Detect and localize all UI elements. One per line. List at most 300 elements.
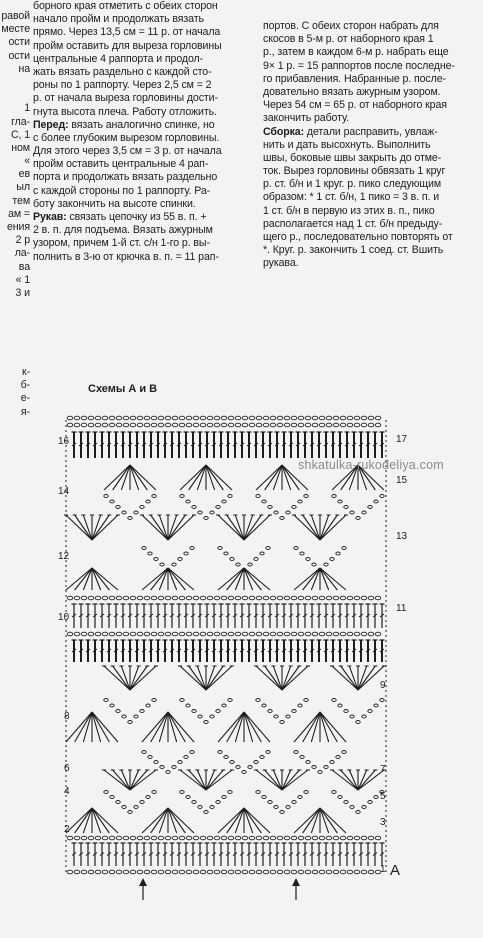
chain-stitch [172,836,178,840]
fan-stitch [303,808,320,833]
chain-stitch [342,751,346,754]
chain-stitch [190,547,194,550]
chain-stitch [291,596,297,600]
chain-stitch [158,836,164,840]
chain-stitch [256,423,262,427]
chain-stitch [207,870,213,874]
text-line: 2 в. п. для подъема. Вязать ажурным [33,224,213,237]
chain-stitch [160,766,164,769]
chain-stitch [319,632,325,636]
chain-stitch [88,423,94,427]
chain-stitch [270,870,276,874]
chain-stitch [330,761,334,764]
text-line: с более глубоким вырезом горловины. [33,131,220,144]
chain-stitch [248,766,252,769]
chain-stitch [179,423,185,427]
chain-stitch [110,704,114,707]
chain-stitch [333,416,339,420]
chain-stitch [277,596,283,600]
chain-stitch [180,791,184,794]
fan-stitch [168,808,185,833]
chain-stitch [102,596,108,600]
chain-stitch [375,416,381,420]
chain-stitch [123,423,129,427]
chain-stitch [186,632,192,636]
left-fragment-line: к- [22,366,30,379]
chain-stitch [284,836,290,840]
text-line: 1 ст. б/н в первую из этих в. п., пико [263,204,435,217]
text-line: начало пройм и продолжать вязать [33,13,204,26]
text-line: прямо. Через 13,5 см = 11 р. от начала [33,26,221,39]
chain-stitch [306,761,310,764]
chain-stitch [123,836,129,840]
chain-stitch [361,596,367,600]
text-line: 9× 1 р. = 15 раппортов после последне- [263,59,455,72]
text-line: Через 54 см = 65 р. от наборного края [263,99,447,112]
chain-stitch [260,756,264,759]
chain-stitch [304,495,308,498]
chain-stitch [172,766,176,769]
row-number: 9 [380,680,386,691]
chain-stitch [242,870,248,874]
chain-stitch [340,423,346,427]
chain-stitch [178,761,182,764]
chain-stitch [312,836,318,840]
chain-stitch [122,715,126,718]
chain-stitch [304,791,308,794]
chain-stitch [204,721,208,724]
chain-stitch [263,596,269,600]
chain-stitch [291,632,297,636]
chain-stitch [74,836,80,840]
chain-stitch [158,596,164,600]
chain-stitch [200,632,206,636]
fan-stitch [303,712,320,742]
left-fragment-line: тем [12,194,30,207]
chain-stitch [375,596,381,600]
left-fragment-line: ения [7,221,30,233]
chain-stitch [128,721,132,724]
chain-stitch [305,870,311,874]
chain-stitch [109,423,115,427]
chain-stitch [88,416,94,420]
chain-stitch [236,766,240,769]
fan-stitch [206,465,223,490]
chain-stitch [137,416,143,420]
chain-stitch [354,423,360,427]
chain-stitch [340,416,346,420]
chain-stitch [270,416,276,420]
chain-stitch [270,632,276,636]
chain-stitch [256,632,262,636]
watermark: shkatulka-rukodeliya.com [298,458,444,472]
chain-stitch [151,836,157,840]
chain-stitch [152,495,156,498]
chain-stitch [298,632,304,636]
chain-stitch [144,423,150,427]
chain-stitch [263,632,269,636]
left-fragment-line: ном [11,141,30,154]
chain-stitch [249,836,255,840]
chain-stitch [146,704,150,707]
chain-stitch [137,870,143,874]
fan-stitch [130,465,147,490]
chain-stitch [249,423,255,427]
left-fragment-line: ла- [14,247,30,260]
left-fragment-line: ыл [16,181,30,194]
fan-stitch [227,808,244,833]
section-heading: Рукав: [33,211,67,223]
chain-stitch [354,596,360,600]
chain-stitch [292,801,296,804]
fan-stitch [244,515,261,540]
chain-stitch [249,632,255,636]
chain-stitch [193,836,199,840]
chain-stitch [236,563,240,566]
chain-stitch [280,721,284,724]
chain-stitch [291,836,297,840]
chain-stitch [214,632,220,636]
chain-stitch [368,506,372,509]
left-fragment-line: ости [8,49,30,62]
text-line: порта и продолжать вязать раздельно [33,171,218,184]
fan-stitch [227,515,244,540]
chain-stitch [256,596,262,600]
fan-stitch [244,808,261,833]
chain-stitch [228,416,234,420]
chain-stitch [122,806,126,809]
chain-stitch [116,836,122,840]
chain-stitch [230,761,234,764]
text-line: детали расправить, увлаж- [304,125,438,138]
chain-stitch [67,596,73,600]
chain-stitch [116,423,122,427]
chain-stitch [224,552,228,555]
text-line: связать цепочку из 55 в. п. + [66,211,207,223]
chain-stitch [340,596,346,600]
chain-stitch [228,870,234,874]
chain-stitch [356,517,360,520]
text-line: пройм оставить центральные 4 рап- [33,158,209,171]
chain-stitch [109,632,115,636]
chain-stitch [193,632,199,636]
fan-stitch [206,666,223,690]
chain-stitch [116,801,120,804]
chain-stitch [221,416,227,420]
chain-stitch [277,632,283,636]
chain-stitch [179,836,185,840]
text-line: узором, причем 1-й ст. с/н 1-го р. вы- [33,237,210,250]
fan-stitch [92,808,109,833]
chain-stitch [286,511,290,514]
chain-stitch [375,423,381,427]
fan-stitch [151,712,168,742]
fan-stitch [265,770,282,790]
chain-stitch [235,632,241,636]
text-line: вязать аналогично спинке, но [68,118,215,131]
chain-stitch [186,796,190,799]
left-fragment-line: 2 р [15,234,30,247]
fan-stitch [92,568,109,590]
chain-stitch [354,632,360,636]
left-fragment-line: б- [20,379,30,392]
chain-stitch [180,699,184,702]
chain-stitch [67,416,73,420]
fan-stitch [130,770,147,790]
chain-stitch [368,596,374,600]
chain-stitch [179,870,185,874]
chain-stitch [256,416,262,420]
chain-stitch [242,632,248,636]
fan-stitch [75,808,92,833]
chain-stitch [362,511,366,514]
chain-stitch [193,596,199,600]
chain-stitch [263,416,269,420]
left-fragment-line: на [18,62,30,75]
chain-stitch [305,632,311,636]
chain-stitch [228,791,232,794]
fan-stitch [130,666,147,690]
fan-stitch [75,568,92,590]
chain-stitch [268,710,272,713]
chain-stitch [338,704,342,707]
chain-stitch [368,710,372,713]
chain-stitch [222,704,226,707]
chain-stitch [354,836,360,840]
chain-stitch [88,632,94,636]
chain-stitch [324,766,328,769]
row-number: 13 [396,531,408,542]
chain-stitch [228,423,234,427]
chain-stitch [249,416,255,420]
chain-stitch [172,416,178,420]
row-number: 6 [64,763,70,774]
row-number: 2 [64,824,70,835]
fan-stitch [320,515,337,540]
chain-stitch [158,423,164,427]
text-line: ток. Вырез горловины обвязать 1 круг [263,165,446,178]
chain-stitch [362,806,366,809]
text-line: образом: * 1 ст. б/н, 1 пико = 3 в. п. и [263,191,440,204]
fan-stitch [189,465,206,490]
chain-stitch [204,811,208,814]
chain-stitch [216,801,220,804]
chain-stitch [204,517,208,520]
left-fragment-line: ев [18,168,30,181]
chain-stitch [319,416,325,420]
chain-stitch [193,423,199,427]
chain-stitch [148,756,152,759]
rapport-arrow-head [292,878,300,886]
left-fragment-line: месте [1,23,30,36]
fan-stitch [92,712,109,742]
chain-stitch [210,715,214,718]
chain-stitch [326,632,332,636]
chain-stitch [74,632,80,636]
chain-stitch [256,495,260,498]
chain-stitch [210,806,214,809]
chain-stitch [102,423,108,427]
fan-stitch [282,666,299,690]
chain-stitch [277,836,283,840]
text-line: полнить в 3-ю от крючка в. п. = 11 рап- [33,250,219,263]
chain-stitch [116,632,122,636]
chain-stitch [330,558,334,561]
chain-stitch [228,836,234,840]
text-line: закончить работу. [263,112,349,125]
fan-stitch [303,568,320,590]
chain-stitch [81,632,87,636]
chain-stitch [207,423,213,427]
row-number: 16 [58,436,70,447]
fan-stitch [303,515,320,540]
section-heading: Перед: [33,118,69,131]
fan-stitch [282,465,299,490]
fan-stitch [265,465,282,490]
chain-stitch [228,632,234,636]
chain-stitch [284,423,290,427]
text-line: располагается над 1 ст. б/н предыду- [263,217,443,230]
chain-stitch [228,495,232,498]
chain-stitch [333,596,339,600]
chain-stitch [134,715,138,718]
chain-stitch [110,796,114,799]
chain-stitch [160,563,164,566]
fan-stitch [151,568,168,590]
fan-stitch [168,712,185,742]
chain-stitch [326,870,332,874]
chain-stitch [242,416,248,420]
chain-stitch [67,836,73,840]
chain-stitch [123,596,129,600]
chain-stitch [186,836,192,840]
chain-stitch [179,416,185,420]
chain-stitch [142,547,146,550]
chain-stitch [268,506,272,509]
chain-stitch [368,836,374,840]
chain-stitch [254,558,258,561]
chain-stitch [361,632,367,636]
fan-stitch [227,712,244,742]
row-number: 10 [58,612,70,623]
chain-stitch [137,836,143,840]
chain-stitch [332,495,336,498]
chain-stitch [274,511,278,514]
chain-stitch [137,632,143,636]
chain-stitch [350,806,354,809]
chain-stitch [262,796,266,799]
row-number: 8 [64,711,70,722]
chain-stitch [130,632,136,636]
chain-stitch [151,870,157,874]
chain-stitch [146,796,150,799]
chain-stitch [235,836,241,840]
chain-stitch [207,416,213,420]
chain-stitch [158,870,164,874]
chain-stitch [221,596,227,600]
chain-stitch [305,836,311,840]
chain-stitch [95,423,101,427]
chain-stitch [198,806,202,809]
chain-stitch [67,870,73,874]
chain-stitch [74,596,80,600]
chain-stitch [277,423,283,427]
chain-stitch [326,416,332,420]
chain-stitch [192,801,196,804]
chain-stitch [109,836,115,840]
chain-stitch [116,416,122,420]
chain-stitch [104,791,108,794]
chain-stitch [144,836,150,840]
fan-stitch [227,568,244,590]
chain-stitch [95,870,101,874]
chain-stitch [110,500,114,503]
chain-stitch [375,632,381,636]
chain-stitch [292,506,296,509]
fan-stitch [244,568,261,590]
chain-stitch [340,632,346,636]
chain-stitch [263,870,269,874]
chain-stitch [284,870,290,874]
text-line: гнута высота плеча. Работу отложить. [33,105,217,118]
chain-stitch [102,416,108,420]
chain-stitch [122,511,126,514]
chain-stitch [344,801,348,804]
chain-stitch [221,632,227,636]
row-number: 12 [58,551,70,562]
chain-stitch [312,596,318,600]
chain-stitch [146,500,150,503]
chain-stitch [158,416,164,420]
chain-stitch [235,870,241,874]
chain-stitch [137,596,143,600]
chain-stitch [184,756,188,759]
fan-stitch [358,770,375,790]
chain-stitch [81,596,87,600]
chain-stitch [144,416,150,420]
chain-stitch [140,506,144,509]
chain-stitch [291,423,297,427]
chain-stitch [374,796,378,799]
chain-stitch [300,756,304,759]
text-line: пройм оставить для выреза горловины [33,39,222,52]
left-fragment-line: « 1 [15,273,30,286]
chain-stitch [214,870,220,874]
chain-stitch [88,596,94,600]
chain-stitch [298,423,304,427]
chain-stitch [266,751,270,754]
chain-stitch [356,721,360,724]
chain-stitch [262,704,266,707]
chain-stitch [347,596,353,600]
fan-stitch [113,770,130,790]
chain-stitch [344,710,348,713]
left-fragment-line: ва [18,260,30,273]
chain-stitch [74,423,80,427]
chain-stitch [193,416,199,420]
fan-stitch [189,770,206,790]
text-line: боту закончить на высоте спинки. [33,197,196,210]
chain-stitch [361,423,367,427]
text-line: жать вязать раздельно с каждой сто- [33,65,212,78]
chain-stitch [277,870,283,874]
chain-stitch [165,423,171,427]
chain-stitch [179,596,185,600]
chain-stitch [338,500,342,503]
chain-stitch [172,563,176,566]
scheme-letter: A [390,862,401,879]
chain-stitch [158,632,164,636]
